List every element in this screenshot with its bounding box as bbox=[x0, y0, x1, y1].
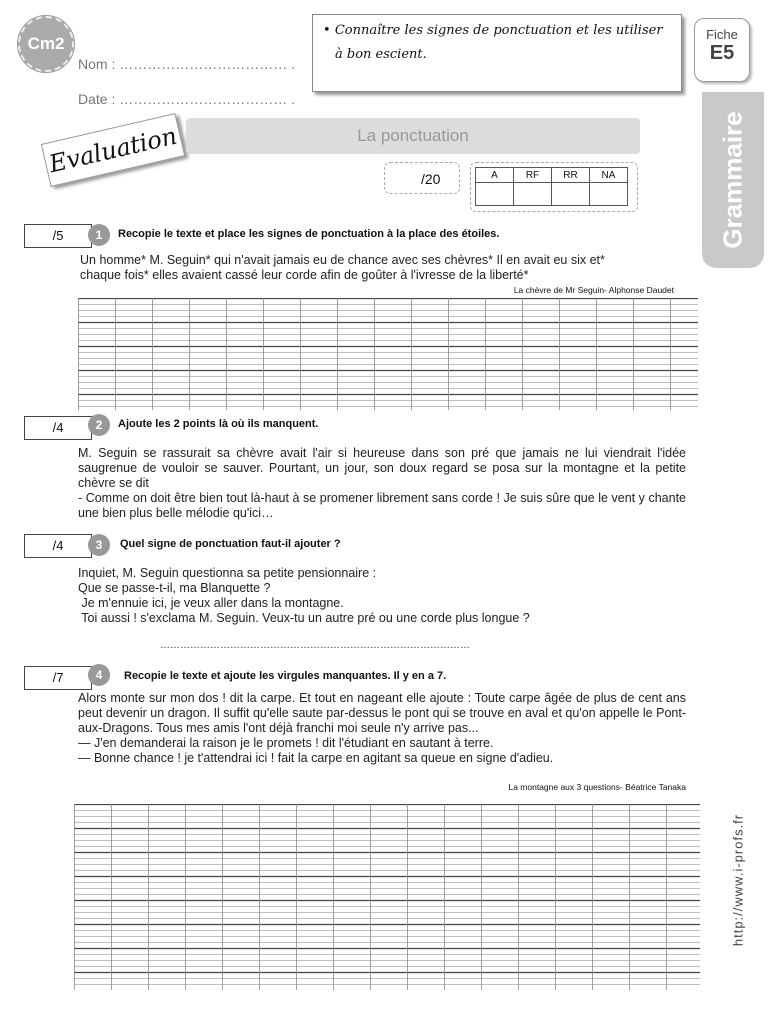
objective-box bbox=[312, 14, 682, 92]
total-score[interactable]: /20 bbox=[384, 162, 460, 194]
website-text: http://www.i-profs.fr bbox=[730, 813, 746, 947]
ex1-number: 1 bbox=[88, 224, 110, 246]
ex3-instruction: Quel signe de ponctuation faut-il ajouter ? bbox=[120, 538, 341, 550]
ex1-score[interactable]: /5 bbox=[24, 224, 92, 248]
ex3-line: Je m'ennuie ici, je veux aller dans la montagne. bbox=[78, 596, 344, 610]
evaluation-stamp: Evaluation bbox=[41, 113, 185, 187]
ex1-source: La chèvre de Mr Seguin- Alphonse Daudet bbox=[513, 285, 674, 295]
ex2-instruction: Ajoute les 2 points là où ils manquent. bbox=[118, 418, 319, 430]
ex2-score[interactable]: /4 bbox=[24, 416, 92, 440]
grade-na-cell[interactable] bbox=[590, 183, 628, 206]
ex4-paragraph: Alors monte sur mon dos ! dit la carpe. Et tout en nageant elle ajoute : Toute carpe âgée de plus de cent ans peut devenir un dragon. Il suffit qu'elle saute par-dessus le pont qui se trouve en aval et qu'on appelle le Pont-aux-Dragons. Tous mes amis l'ont déjà franchi moi seule n'y arrive pas... bbox=[78, 691, 686, 735]
level-badge: Cm2 bbox=[18, 16, 74, 72]
ex4-score[interactable]: /7 bbox=[24, 666, 92, 690]
grade-a: A bbox=[476, 168, 514, 183]
ex1-line: Un homme* M. Seguin* qui n'avait jamais eu de chance avec ses chèvres* Il en avait eu six et* bbox=[80, 253, 605, 267]
ex1-text bbox=[80, 253, 684, 283]
grade-rr: RR bbox=[552, 168, 590, 183]
ex4-line: — Bonne chance ! je t'attendrai ici ! fait la carpe en agitant sa queue en signe d'adieu. bbox=[78, 751, 554, 765]
website-credit bbox=[718, 790, 758, 970]
grade-rr-cell[interactable] bbox=[552, 183, 590, 206]
ex4-writing-grid[interactable] bbox=[74, 804, 700, 990]
fiche-box bbox=[694, 18, 750, 82]
fiche-code: E5 bbox=[709, 42, 735, 64]
grade-rf: RF bbox=[514, 168, 552, 183]
ex2-paragraph: M. Seguin se rassurait sa chèvre avait l'air si heureuse dans son pré que jamais ne lui viendrait l'idée saugrenue de vouloir se sauver. Pourtant, un jour, son doux regard se posa sur la montagne et la petite chèvre se dit bbox=[78, 446, 686, 490]
ex2-dialogue: - Comme on doit être bien tout là-haut à se promener librement sans corde ! Je suis sûre que le vent y chante une bien plus belle mélodie qu'ici… bbox=[78, 491, 686, 520]
ex4-line: — J'en demanderai la raison je le promets ! dit l'étudiant en sautant à terre. bbox=[78, 736, 494, 750]
ex3-line: Que se passe-t-il, ma Blanquette ? bbox=[78, 581, 271, 595]
subject-label: Grammaire bbox=[717, 111, 748, 249]
ex4-text bbox=[78, 691, 686, 766]
fiche-label: Fiche bbox=[706, 27, 738, 42]
ex3-answer-line[interactable]: ………………………………………………………………………………… bbox=[160, 640, 470, 651]
grade-rf-cell[interactable] bbox=[514, 183, 552, 206]
grade-na: NA bbox=[590, 168, 628, 183]
ex4-number: 4 bbox=[88, 664, 110, 686]
ex2-number: 2 bbox=[88, 414, 110, 436]
ex3-number: 3 bbox=[88, 534, 110, 556]
ex3-text bbox=[78, 566, 686, 626]
subject-tab bbox=[702, 92, 764, 268]
objective-line-2: à bon escient. bbox=[335, 47, 427, 62]
ex3-line: Toi aussi ! s'exclama M. Seguin. Veux-tu un autre pré ou une corde plus longue ? bbox=[78, 611, 530, 625]
grade-table bbox=[470, 162, 638, 212]
ex1-writing-grid[interactable] bbox=[78, 298, 698, 410]
ex2-text bbox=[78, 446, 686, 521]
grade-a-cell[interactable] bbox=[476, 183, 514, 206]
ex1-instruction: Recopie le texte et place les signes de ponctuation à la place des étoiles. bbox=[118, 228, 500, 240]
ex3-score[interactable]: /4 bbox=[24, 534, 92, 558]
page-title: La ponctuation bbox=[186, 118, 640, 154]
objective-line-1: • Connaître les signes de ponctuation et les utiliser bbox=[323, 23, 663, 38]
ex3-line: Inquiet, M. Seguin questionna sa petite pensionnaire : bbox=[78, 566, 377, 580]
date-field[interactable]: Date : ……………………………… . bbox=[78, 91, 296, 107]
ex4-source: La montagne aux 3 questions- Béatrice Tanaka bbox=[508, 782, 686, 792]
name-field[interactable]: Nom : ……………………………… . bbox=[78, 56, 296, 72]
ex1-line: chaque fois* elles avaient cassé leur corde afin de goûter à l'ivresse de la liberté* bbox=[80, 268, 529, 282]
ex4-instruction: Recopie le texte et ajoute les virgules manquantes. Il y en a 7. bbox=[124, 670, 447, 682]
